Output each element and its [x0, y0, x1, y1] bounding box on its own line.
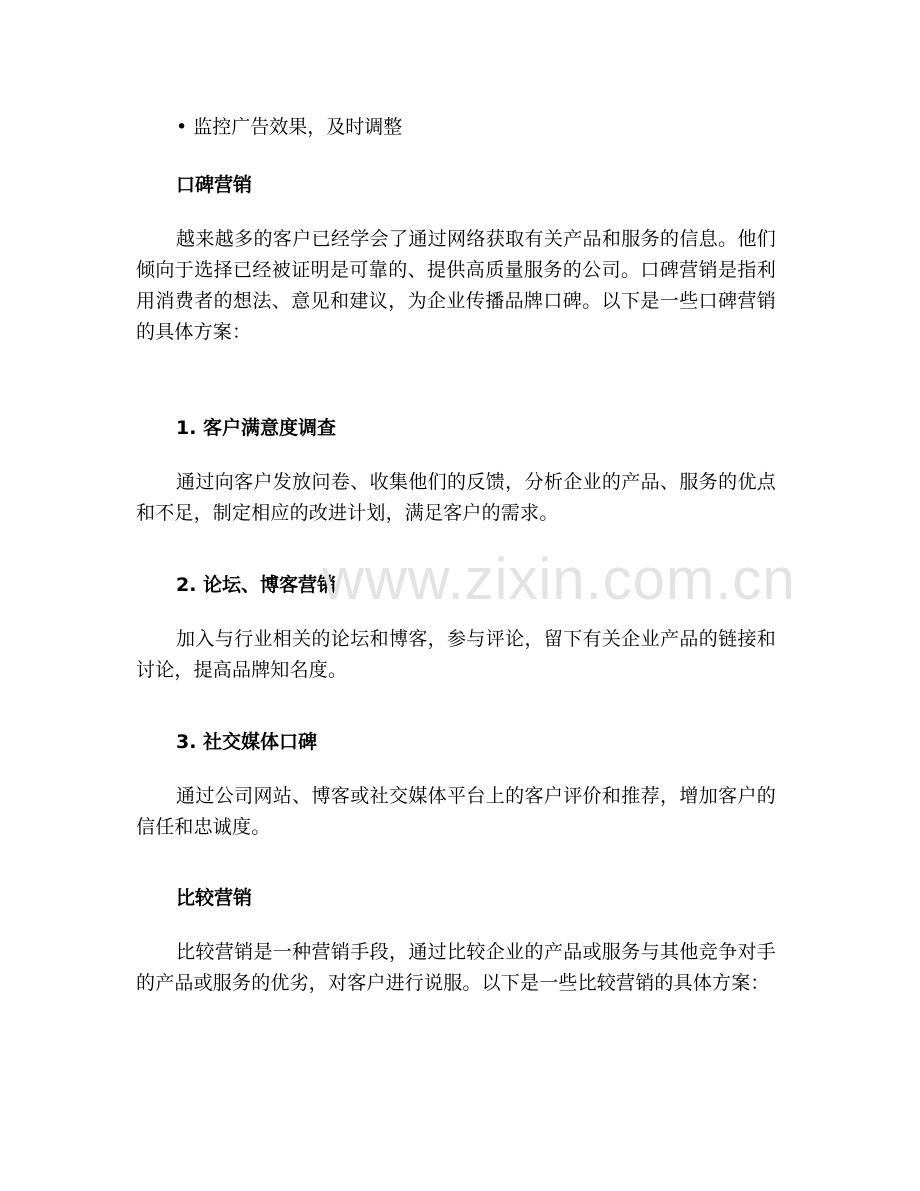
section-heading-word-of-mouth: 口碑营销 [176, 174, 253, 196]
subheading-forum-blog: 2. 论坛、博客营销 [176, 574, 337, 596]
paragraph-social-media: 通过公司网站、博客或社交媒体平台上的客户评价和推荐，增加客户的信任和忠诚度。 [136, 785, 776, 838]
section-heading-comparative: 比较营销 [176, 887, 253, 909]
paragraph-word-of-mouth-intro: 越来越多的客户已经学会了通过网络获取有关产品和服务的信息。他们倾向于选择已经被证明是可靠的、提供高质量服务的公司。口碑营销是指利用消费者的想法、意见和建议，为企业传播品牌口碑。以下是一些口碑营销的具体方案： [136, 228, 776, 343]
bullet-item: • 监控广告效果，及时调整 [176, 116, 403, 138]
subheading-social-media: 3. 社交媒体口碑 [176, 731, 318, 753]
watermark-text: www.zixin.com.cn [322, 547, 796, 612]
subheading-customer-satisfaction: 1. 客户满意度调查 [176, 417, 337, 439]
paragraph-comparative-intro: 比较营销是一种营销手段，通过比较企业的产品或服务与其他竞争对手的产品或服务的优劣，对客户进行说服。以下是一些比较营销的具体方案： [136, 941, 776, 994]
paragraph-forum-blog: 加入与行业相关的论坛和博客，参与评论，留下有关企业产品的链接和讨论，提高品牌知名度。 [136, 628, 776, 681]
paragraph-customer-satisfaction: 通过向客户发放问卷、收集他们的反馈，分析企业的产品、服务的优点和不足，制定相应的改进计划，满足客户的需求。 [136, 471, 776, 524]
